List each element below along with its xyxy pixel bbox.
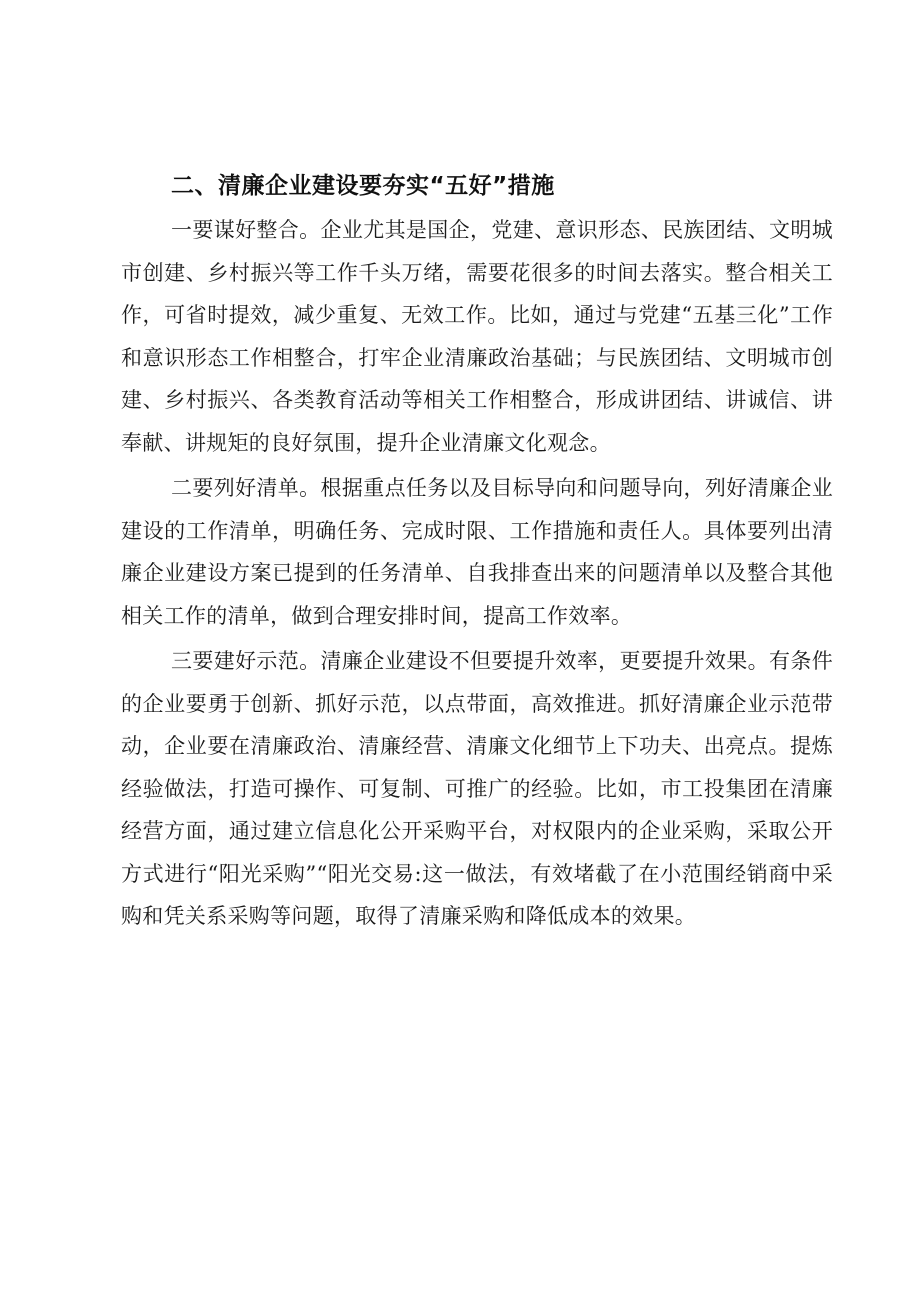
paragraph-demonstration: 三要建好示范。清廉企业建设不但要提升效率，更要提升效果。有条件的企业要勇于创新、抓好示范，以点带面，高效推进。抓好清廉企业示范带动，企业要在清廉政治、清廉经营、清廉文化细节上下功夫、出亮点。提炼经验做法，打造可操作、可复制、可推广的经验。比如，市工投集团在清廉经营方面，通过建立信息化公开采购平台，对权限内的企业采购，采取公开方式进行“阳光采购”“阳光交易:这一做法，有效堵截了在小范围经销商中采购和凭关系采购等问题，取得了清廉采购和降低成本的效果。 [121, 649, 833, 928]
paragraph-integration: 一要谋好整合。企业尤其是国企，党建、意识形态、民族团结、文明城市创建、乡村振兴等工作千头万绪，需要花很多的时间去落实。整合相关工作，可省时提效，减少重复、无效工作。比如，通过与党建“五基三化”工作和意识形态工作相整合，打牢企业清廉政治基础；与民族团结、文明城市创建、乡村振兴、各类教育活动等相关工作相整合，形成讲团结、讲诚信、讲奉献、讲规矩的良好氛围，提升企业清廉文化观念。 [121, 218, 833, 455]
document-body [121, 164, 833, 938]
section-heading: 二、清廉企业建设要夯实“五好”措施 [171, 173, 555, 199]
paragraph-checklist: 二要列好清单。根据重点任务以及目标导向和问题导向，列好清廉企业建设的工作清单，明确任务、完成时限、工作措施和责任人。具体要列出清廉企业建设方案已提到的任务清单、自我排查出来的问题清单以及整合其他相关工作的清单，做到合理安排时间，提高工作效率。 [121, 476, 833, 628]
